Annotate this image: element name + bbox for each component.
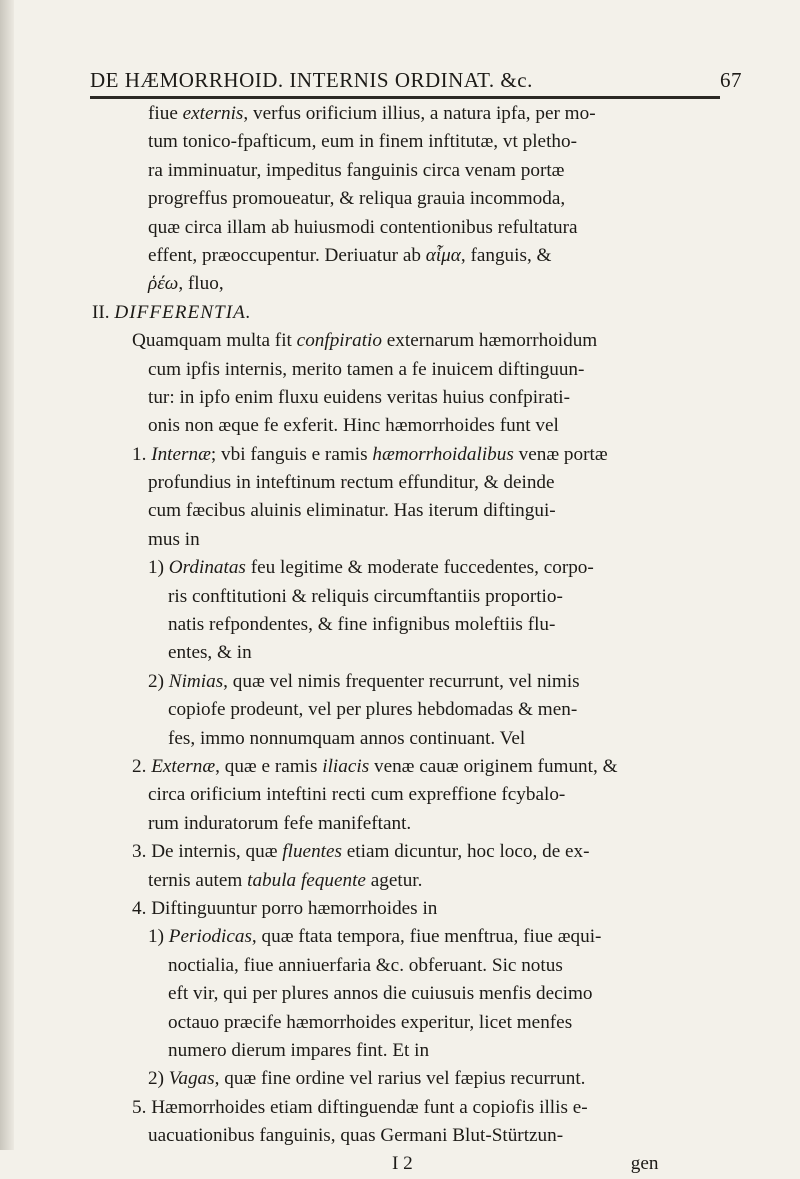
page-gutter-shadow (0, 0, 14, 1150)
text-span: , fluo, (178, 273, 224, 295)
text-span: tum tonico-fpafticum, eum in finem inftitutæ, vt pletho- (148, 131, 577, 153)
italic-text: confpiratio (296, 330, 382, 352)
header-rule (90, 96, 720, 99)
text-line (92, 1122, 742, 1150)
text-span: ternis autem (148, 869, 248, 891)
text-span: feu legitime & moderate fuccedentes, corpo- (245, 557, 594, 579)
text-span: II. (92, 301, 115, 323)
text-span: uacuationibus fanguinis, quas Germani Blut-Stürtzun- (148, 1125, 564, 1147)
text-line (92, 923, 742, 951)
text-span: octauo præcife hæmorrhoides experitur, licet menfes (168, 1011, 573, 1033)
text-line (92, 725, 742, 753)
text-span: circa orificium inteftini recti cum expreffione fcybalo- (148, 784, 566, 806)
text-line (92, 1037, 742, 1065)
text-line (92, 214, 742, 242)
italic-text: Vagas (168, 1068, 215, 1090)
text-line (92, 327, 742, 355)
italic-text: Internæ (151, 443, 211, 465)
text-span: , quæ fine ordine vel rarius vel fæpius recurrunt. (214, 1068, 586, 1090)
text-line (92, 980, 742, 1008)
text-span: venæ cauæ originem fumunt, & (369, 755, 618, 777)
catchword: gen (630, 1153, 659, 1175)
text-span: 1) (148, 926, 169, 948)
italic-text: iliacis (322, 755, 370, 777)
text-span: numero dierum impares fint. Et in (168, 1039, 430, 1061)
text-line (92, 242, 742, 270)
text-span: cum fæcibus aluinis eliminatur. Has iterum diftingui- (148, 500, 556, 522)
italic-text: Periodicas (168, 926, 252, 948)
text-span: quæ circa illam ab huiusmodi contentionibus refultatura (148, 216, 578, 238)
text-span: noctialia, fiue anniuerfaria &c. obferuant. Sic notus (168, 954, 563, 976)
text-line (92, 753, 742, 781)
text-line (92, 1009, 742, 1037)
page-number: 67 (720, 68, 742, 92)
text-line (92, 696, 742, 724)
text-line (92, 157, 742, 185)
text-line (92, 554, 742, 582)
text-span: etiam dicuntur, hoc loco, de ex- (341, 841, 590, 863)
text-line (92, 611, 742, 639)
text-line (92, 895, 742, 923)
text-line (92, 100, 742, 128)
italic-text: Nimias (168, 670, 224, 692)
text-line (92, 867, 742, 895)
text-line (92, 1065, 742, 1093)
italic-text: ῥέω (148, 273, 179, 295)
text-span: cum ipfis internis, merito tamen a fe inuicem diftinguun- (148, 358, 585, 380)
running-title: DE HÆMORRHOID. INTERNIS ORDINAT. &c. (90, 68, 533, 92)
text-span: profundius in inteftinum rectum effunditur, & deinde (148, 472, 555, 494)
text-line (92, 185, 742, 213)
text-span: Quamquam multa fit (132, 330, 297, 352)
text-span: 2) (148, 670, 169, 692)
text-span: mus in (148, 528, 200, 550)
text-line (92, 526, 742, 554)
text-line (92, 639, 742, 667)
text-span: 2. (132, 755, 152, 777)
text-span: , quæ e ramis (215, 755, 323, 777)
text-line (92, 299, 742, 327)
running-header (90, 68, 742, 93)
text-span: 5. Hæmorrhoides etiam diftinguendæ funt a copiofis illis e- (132, 1096, 588, 1118)
text-span: ris conftitutioni & reliquis circumftantiis proportio- (168, 585, 563, 607)
text-span: 4. Diftinguuntur porro hæmorrhoides in (132, 897, 438, 919)
text-line (92, 384, 742, 412)
text-span: tur: in ipfo enim fluxu euidens veritas huius confpirati- (148, 386, 571, 408)
text-span: 1. (132, 443, 152, 465)
text-span: copiofe prodeunt, vel per plures hebdomadas & men- (168, 699, 578, 721)
text-span: rum induratorum fefe manifeftant. (148, 812, 412, 834)
italic-text: αἷμα (425, 244, 461, 266)
text-span: , verfus orificium illius, a natura ipfa, per mo- (243, 103, 596, 124)
text-span: , fanguis, & (460, 244, 552, 266)
italic-text: externis (182, 103, 244, 124)
italic-text: tabula fequente (247, 869, 366, 891)
italic-text: hæmorrhoidalibus (372, 443, 514, 465)
text-line (92, 497, 742, 525)
text-line (92, 1094, 742, 1122)
text-span: , quæ ftata tempora, fiue menftrua, fiue æqui- (251, 926, 602, 948)
text-line (92, 668, 742, 696)
text-line (92, 412, 742, 440)
text-span: externarum hæmorrhoidum (381, 330, 598, 352)
text-line (92, 128, 742, 156)
text-span: entes, & in (168, 642, 252, 664)
page-footer (92, 1150, 742, 1178)
italic-text: Ordinatas (168, 557, 246, 579)
text-span: onis non æque fe exferit. Hinc hæmorrhoides funt vel (148, 415, 559, 437)
text-span: fiue (148, 103, 183, 124)
text-line (92, 781, 742, 809)
text-line (92, 441, 742, 469)
text-span: venæ portæ (513, 443, 608, 465)
text-span: ra imminuatur, impeditus fanguinis circa venam portæ (148, 159, 565, 181)
text-span: , quæ vel nimis frequenter recurrunt, vel nimis (223, 670, 580, 692)
text-line (92, 838, 742, 866)
italic-text: DIFFERENTIA. (114, 301, 252, 323)
text-line (92, 356, 742, 384)
signature-mark: I 2 (392, 1153, 413, 1175)
text-line (92, 810, 742, 838)
italic-text: fluentes (282, 841, 342, 863)
text-span: natis refpondentes, & fine infignibus moleftiis flu- (168, 614, 556, 636)
text-line (92, 469, 742, 497)
text-span: agetur. (365, 869, 423, 891)
body-text (92, 100, 742, 1179)
text-span: eft vir, qui per plures annos die cuiusuis menfis decimo (168, 983, 593, 1005)
italic-text: Externæ (151, 755, 216, 777)
text-span: fes, immo nonnumquam annos continuant. Vel (168, 727, 526, 749)
text-span: progreffus promoueatur, & reliqua grauia incommoda, (148, 188, 566, 210)
text-line (92, 952, 742, 980)
text-line (92, 270, 742, 298)
text-span: ; vbi fanguis e ramis (210, 443, 373, 465)
text-span: 3. De internis, quæ (132, 841, 283, 863)
text-line (92, 583, 742, 611)
text-span: 1) (148, 557, 169, 579)
text-span: effent, præoccupentur. Deriuatur ab (148, 244, 426, 266)
text-span: 2) (148, 1068, 169, 1090)
